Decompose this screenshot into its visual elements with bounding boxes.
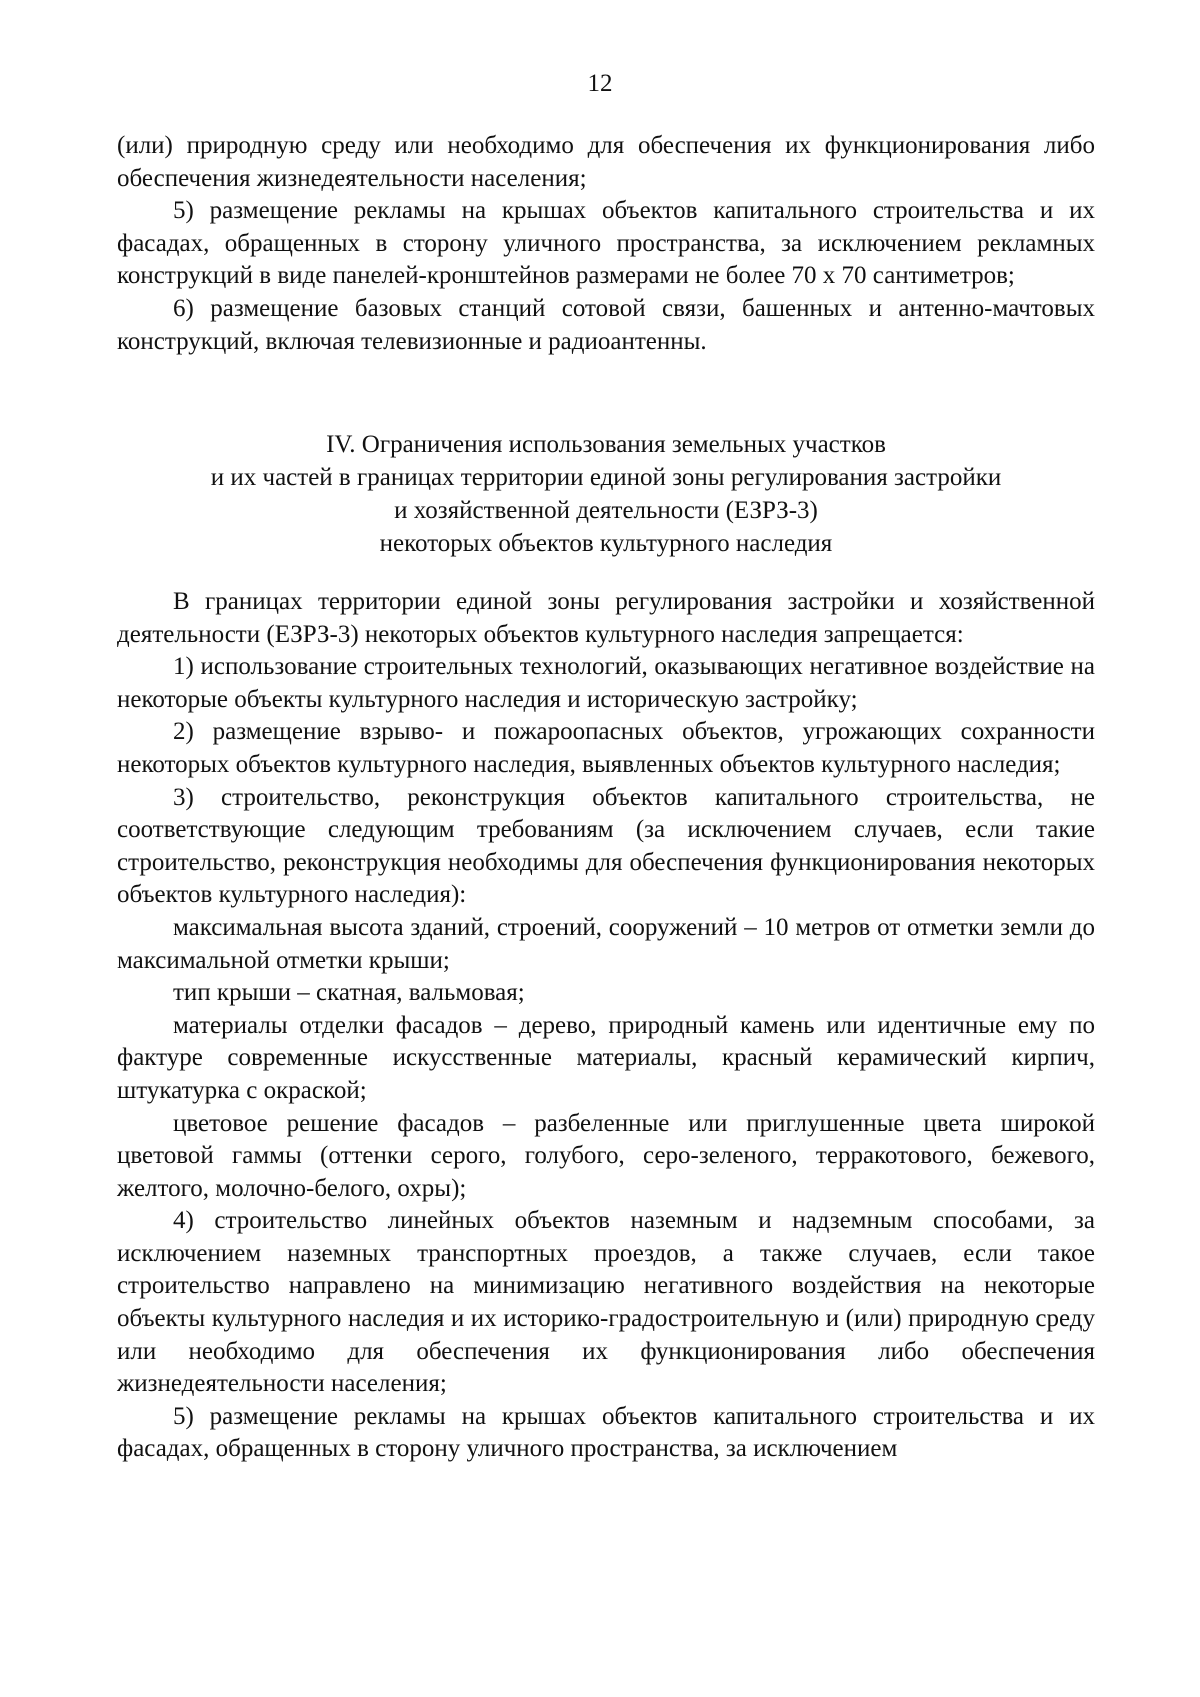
section-heading-line: и их частей в границах территории единой зоны регулирования застройки: [210, 464, 1002, 491]
paragraph-requirement-materials: материалы отделки фасадов – дерево, природный камень или идентичные ему по фактуре современные искусственные материалы, красный керамический кирпич, штукатурка с окраской;: [117, 1011, 1095, 1104]
paragraph-item-5: 5) размещение рекламы на крышах объектов капитального строительства и их фасадах, обращенных в сторону уличного пространства, за исключением рекламных конструкций в виде панелей-кронштейнов размерами не более 70 х 70 сантиметров;: [117, 197, 1095, 290]
section-heading-line: некоторых объектов культурного наследия: [379, 530, 833, 557]
paragraph-requirement-height: максимальная высота зданий, строений, сооружений – 10 метров от отметки земли до максимальной отметки крыши;: [117, 913, 1095, 974]
paragraph-intro: В границах территории единой зоны регулирования застройки и хозяйственной деятельности (ЕЗРЗ-3) некоторых объектов культурного наследия запрещается:: [117, 588, 1095, 648]
paragraph-item-2: 2) размещение взрыво- и пожароопасных объектов, угрожающих сохранности некоторых объектов культурного наследия, выявленных объектов культурного наследия;: [117, 718, 1095, 778]
body-text-block: [117, 586, 1095, 1466]
paragraph-requirement-colors: цветовое решение фасадов – разбеленные или приглушенные цвета широкой цветовой гаммы (оттенки серого, голубого, серо-зеленого, терракотового, бежевого, желтого, молочно-белого, охры);: [117, 1109, 1095, 1202]
paragraph-item-5-partial: 5) размещение рекламы на крышах объектов капитального строительства и их фасадах, обращенных в сторону уличного пространства, за исключением: [117, 1402, 1095, 1463]
top-text-block: [117, 130, 1095, 358]
section-heading: [117, 428, 1095, 560]
paragraph-requirement-roof: тип крыши – скатная, вальмовая;: [173, 979, 525, 1007]
paragraph-item-3: 3) строительство, реконструкция объектов капитального строительства, не соответствующие следующим требованиям (за исключением случаев, если такие строительство, реконструкция необходимы для обеспечения функционирования некоторых объектов культурного наследия):: [117, 783, 1095, 909]
paragraph-item-1: 1) использование строительных технологий, оказывающих негативное воздействие на некоторые объекты культурного наследия и историческую застройку;: [117, 653, 1095, 713]
paragraph-item-4: 4) строительство линейных объектов наземным и надземным способами, за исключением наземных транспортных проездов, а также случаев, если такое строительство направлено на минимизацию негативного воздействия на некоторые объекты культурного наследия и их историко-градостроительную и (или) природную среду или необходимо для обеспечения их функционирования либо обеспечения жизнедеятельности населения;: [117, 1207, 1095, 1398]
paragraph-continuation: (или) природную среду или необходимо для обеспечения их функционирования либо обеспечения жизнедеятельности населения;: [117, 132, 1095, 192]
section-heading-line: и хозяйственной деятельности (ЕЗРЗ-3): [394, 497, 818, 524]
section-heading-line: IV. Ограничения использования земельных участков: [326, 431, 886, 458]
paragraph-item-6: 6) размещение базовых станций сотовой связи, башенных и антенно-мачтовых конструкций, включая телевизионные и радиоантенны.: [117, 294, 1095, 355]
page-number: 12: [587, 70, 613, 97]
